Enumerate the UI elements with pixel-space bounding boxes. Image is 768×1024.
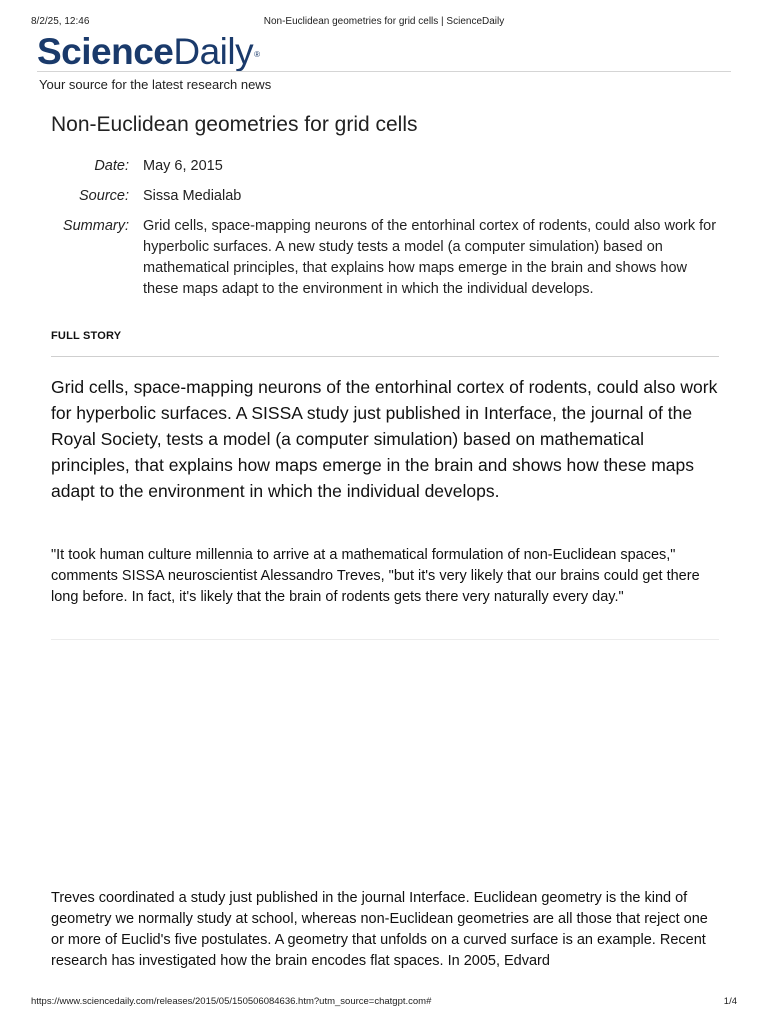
article-lead: Grid cells, space-mapping neurons of the entorhinal cortex of rodents, could also work for hyperbolic surfaces. A SISSA study just published in Interface, the journal of the Royal Society, tests a model (a computer simulation) based on mathematical principles, that explains how maps emerge in the brain and shows how these maps adapt to the environment in which the individual develops. <box>51 377 718 501</box>
logo-daily: Daily <box>173 31 254 72</box>
article-headline: Non-Euclidean geometries for grid cells <box>51 113 418 136</box>
print-page-title: Non-Euclidean geometries for grid cells | ScienceDaily <box>263 16 505 27</box>
sciencedaily-logo[interactable] <box>37 32 260 72</box>
logo-registered-mark: ® <box>254 50 260 59</box>
summary-value: Grid cells, space-mapping neurons of the entorhinal cortex of rodents, could also work for hyperbolic surfaces. A new study tests a model (a computer simulation) based on mathematical principles, that explains how maps emerge in the brain and shows how these maps adapt to the environment in which the individual develops. <box>143 218 717 297</box>
story-divider <box>51 356 719 357</box>
print-url: https://www.sciencedaily.com/releases/2015/05/150506084636.htm?utm_source=chatgpt.com# <box>31 996 432 1007</box>
meta-row-summary <box>51 216 719 300</box>
date-value: May 6, 2015 <box>143 158 223 174</box>
full-story-label: FULL STORY <box>51 330 122 342</box>
paragraph-divider <box>51 639 719 640</box>
print-timestamp: 8/2/25, 12:46 <box>31 16 90 27</box>
article-meta <box>51 156 719 309</box>
summary-label: Summary: <box>62 218 129 234</box>
source-value: Sissa Medialab <box>143 188 242 204</box>
meta-row-source <box>51 186 719 207</box>
date-label: Date: <box>94 158 129 174</box>
print-page-number: 1/4 <box>723 996 737 1007</box>
print-header <box>31 16 737 30</box>
article-paragraph-1: "It took human culture millennia to arrive at a mathematical formulation of non-Euclidean spaces," comments SISSA neuroscientist Alessandro Treves, "but it's very likely that our brains could get there long before. In fact, it's likely that the brain of rodents gets there very naturally every day." <box>51 547 700 605</box>
article-paragraph-2: Treves coordinated a study just published in the journal Interface. Euclidean geometry is the kind of geometry we normally study at school, whereas non-Euclidean geometries are all those that reject one or more of Euclid's five postulates. A geometry that unfolds on a curved surface is an example. Recent research has investigated how the brain encodes flat spaces. In 2005, Edvard <box>51 890 708 969</box>
source-label: Source: <box>79 188 129 204</box>
site-tagline: Your source for the latest research news <box>39 77 272 92</box>
meta-row-date <box>51 156 719 177</box>
logo-science: Science <box>37 31 174 72</box>
print-footer <box>31 996 737 1010</box>
header-divider <box>37 71 731 72</box>
